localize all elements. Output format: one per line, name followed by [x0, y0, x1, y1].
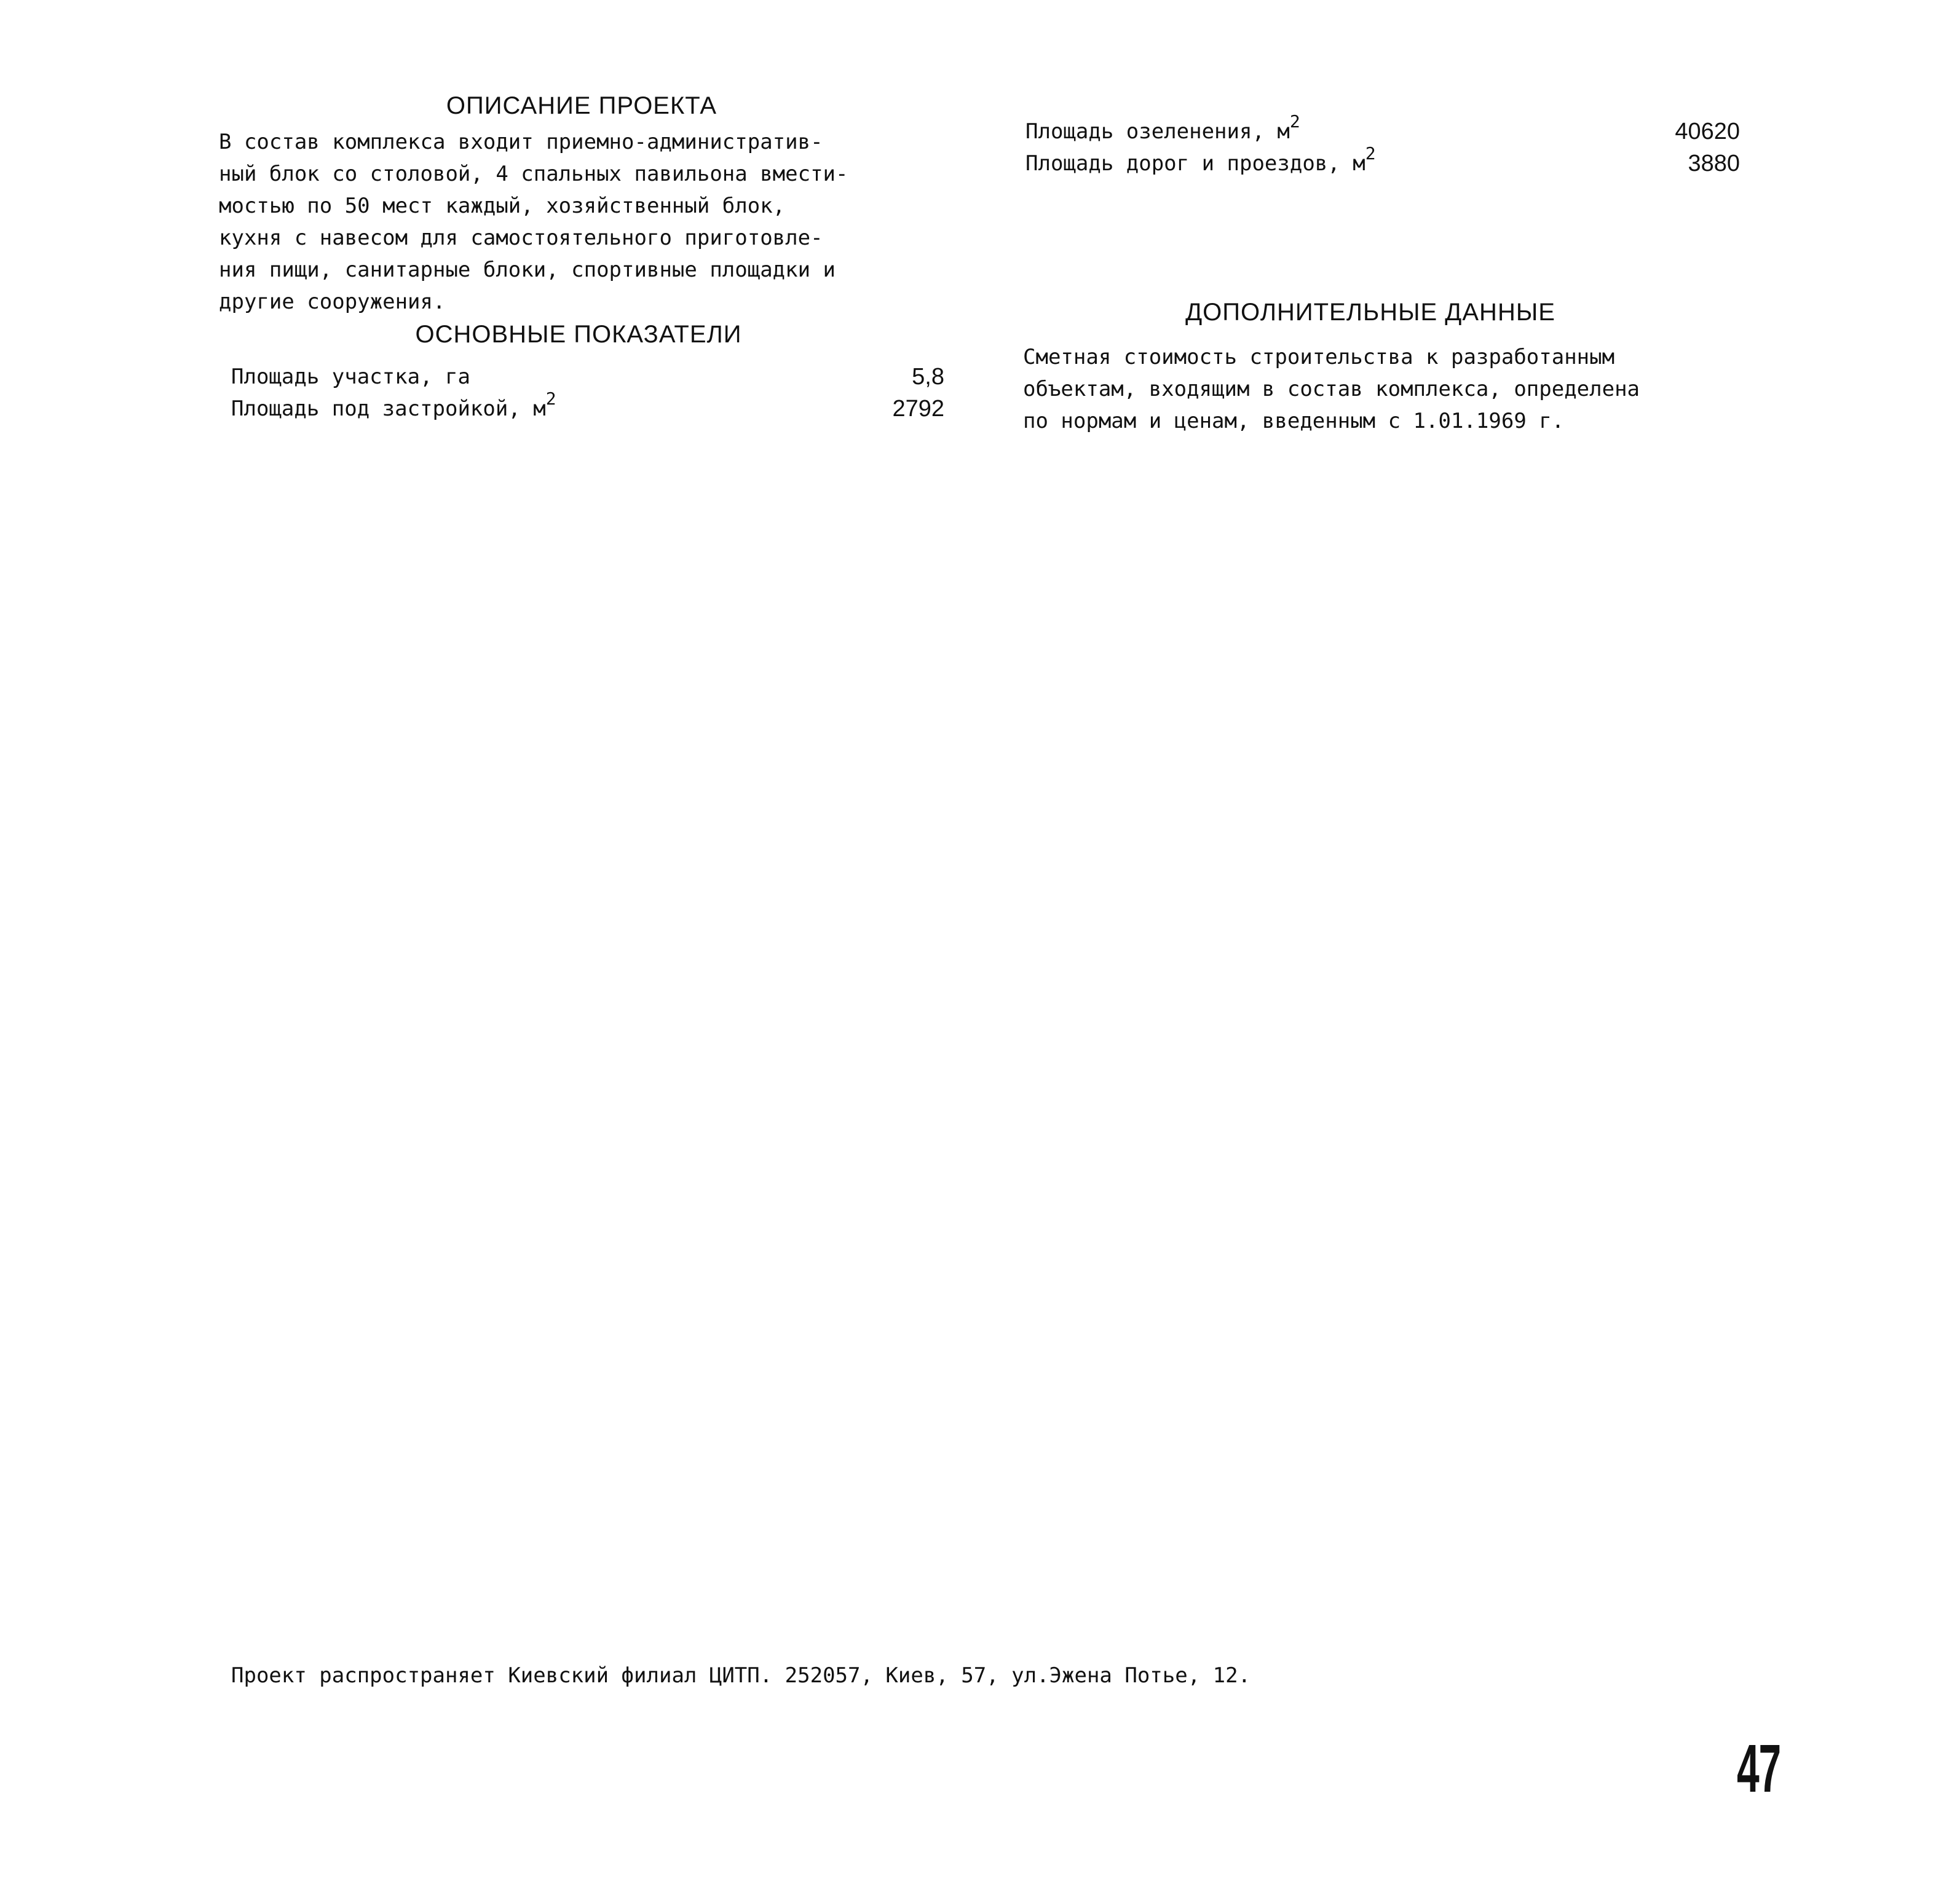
- indicator-row-built-area: [231, 388, 944, 425]
- indicator-label: Площадь под застройкой, $м^2$: [231, 388, 556, 421]
- distribution-note: Проект распространяет Киевский филиал ЦИТП. 252057, Киев, 57, ул.Эжена Потье, 12.: [231, 1663, 1251, 1688]
- main-indicators-section: [231, 321, 944, 425]
- indicator-label: Площадь озеленения, $м^2$: [1025, 111, 1300, 144]
- additional-data-line: по нормам и ценам, введенным с 1.01.1969 г.: [1023, 409, 1565, 433]
- indicator-value: 3880: [1688, 151, 1740, 176]
- superscript-exponent: 2: [545, 388, 556, 409]
- project-description-line: ный блок со столовой, 4 спальных павильона вмести-: [219, 162, 848, 186]
- superscript-exponent: 2: [1365, 143, 1376, 163]
- indicator-value: 5,8: [912, 364, 944, 390]
- project-description-line: ния пищи, санитарные блоки, спортивные площадки и: [219, 258, 836, 282]
- main-indicators-continued-section: [1025, 111, 1740, 179]
- project-description-section: [219, 92, 944, 318]
- additional-data-section: [1023, 299, 1742, 437]
- indicator-value: 40620: [1675, 119, 1740, 144]
- indicator-row-green-area: [1025, 111, 1740, 148]
- indicator-value: 2792: [892, 396, 944, 422]
- superscript-exponent: 2: [1289, 111, 1300, 132]
- additional-data-line: объектам, входящим в состав комплекса, определена: [1023, 377, 1640, 401]
- indicator-row-roads-area: [1025, 143, 1740, 179]
- main-indicators-title: ОСНОВНЫЕ ПОКАЗАТЕЛИ: [415, 321, 742, 348]
- additional-data-title: ДОПОЛНИТЕЛЬНЫЕ ДАННЫЕ: [1185, 299, 1555, 326]
- project-description-line: мостью по 50 мест каждый, хозяйственный блок,: [219, 194, 786, 218]
- page-number: 47: [1737, 1731, 1781, 1806]
- project-description-line: В состав комплекса входит приемно-административ-: [219, 130, 823, 154]
- project-description-line: другие сооружения.: [219, 290, 446, 314]
- indicator-label: Площадь дорог и проездов, $м^2$: [1025, 143, 1376, 176]
- indicator-label: Площадь участка, га: [231, 364, 470, 389]
- project-description-title: ОПИСАНИЕ ПРОЕКТА: [446, 92, 717, 119]
- indicator-row-site-area: [231, 361, 944, 393]
- additional-data-line: Сметная стоимость строительства к разработанным: [1023, 345, 1615, 369]
- project-description-line: кухня с навесом для самостоятельного приготовле-: [219, 226, 823, 250]
